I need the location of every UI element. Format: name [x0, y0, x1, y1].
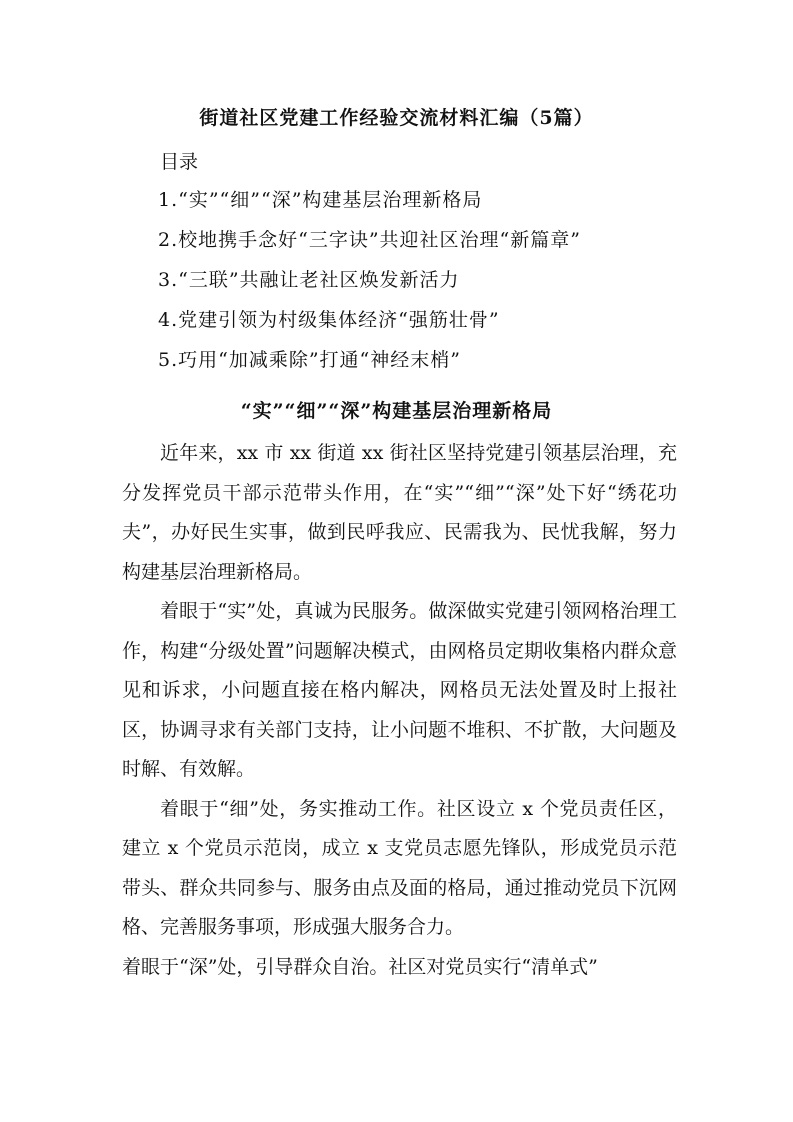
document-title: 街道社区党建工作经验交流材料汇编（5篇）: [199, 107, 594, 129]
paragraph-shen: 着眼于“深”处，引导群众自治。社区对党员实行“清单式”: [122, 955, 598, 978]
paragraph-shi: 着眼于“实”处，真诚为民服务。做深做实党建引领网格治理工作，构建“分级处置”问题解决模式，由网格员定期收集格内群众意见和诉求，小问题直接在格内解决，网格员无法处置及时上报社区，协调寻求有关部门支持，让小问题不堆积、不扩散，大问题及时解、有效解。: [122, 600, 677, 780]
paragraph-intro: 近年来，xx 市 xx 街道 xx 街社区坚持党建引领基层治理，充分发挥党员干部示范带头作用，在“实”“细”“深”处下好“绣花功夫”，办好民生实事，做到民呼我应、民需我为、民忧我解，努力构建基层治理新格局。: [122, 442, 677, 583]
toc-heading: 目录: [160, 151, 199, 173]
toc-item-1: 1.“实”“细”“深”构建基层治理新格局: [158, 189, 483, 211]
toc-item-5: 5.巧用“加减乘除”打通“神经末梢”: [158, 349, 461, 371]
article-body: [122, 434, 677, 987]
section-title: “实”“细”“深”构建基层治理新格局: [240, 400, 553, 422]
toc-item-2: 2.校地携手念好“三字诀”共迎社区治理“新篇章”: [158, 229, 581, 251]
table-of-contents: [158, 186, 581, 386]
toc-item-4: 4.党建引领为村级集体经济“强筋壮骨”: [158, 309, 500, 331]
paragraph-xi: 着眼于“细”处，务实推动工作。社区设立 x 个党员责任区，建立 x 个党员示范岗，成立 x 支党员志愿先锋队，形成党员示范带头、群众共同参与、服务由点及面的格局，通过推动党员下沉网格、完善服务事项，形成强大服务合力。: [122, 797, 677, 938]
toc-item-3: 3.“三联”共融让老社区焕发新活力: [158, 269, 460, 291]
